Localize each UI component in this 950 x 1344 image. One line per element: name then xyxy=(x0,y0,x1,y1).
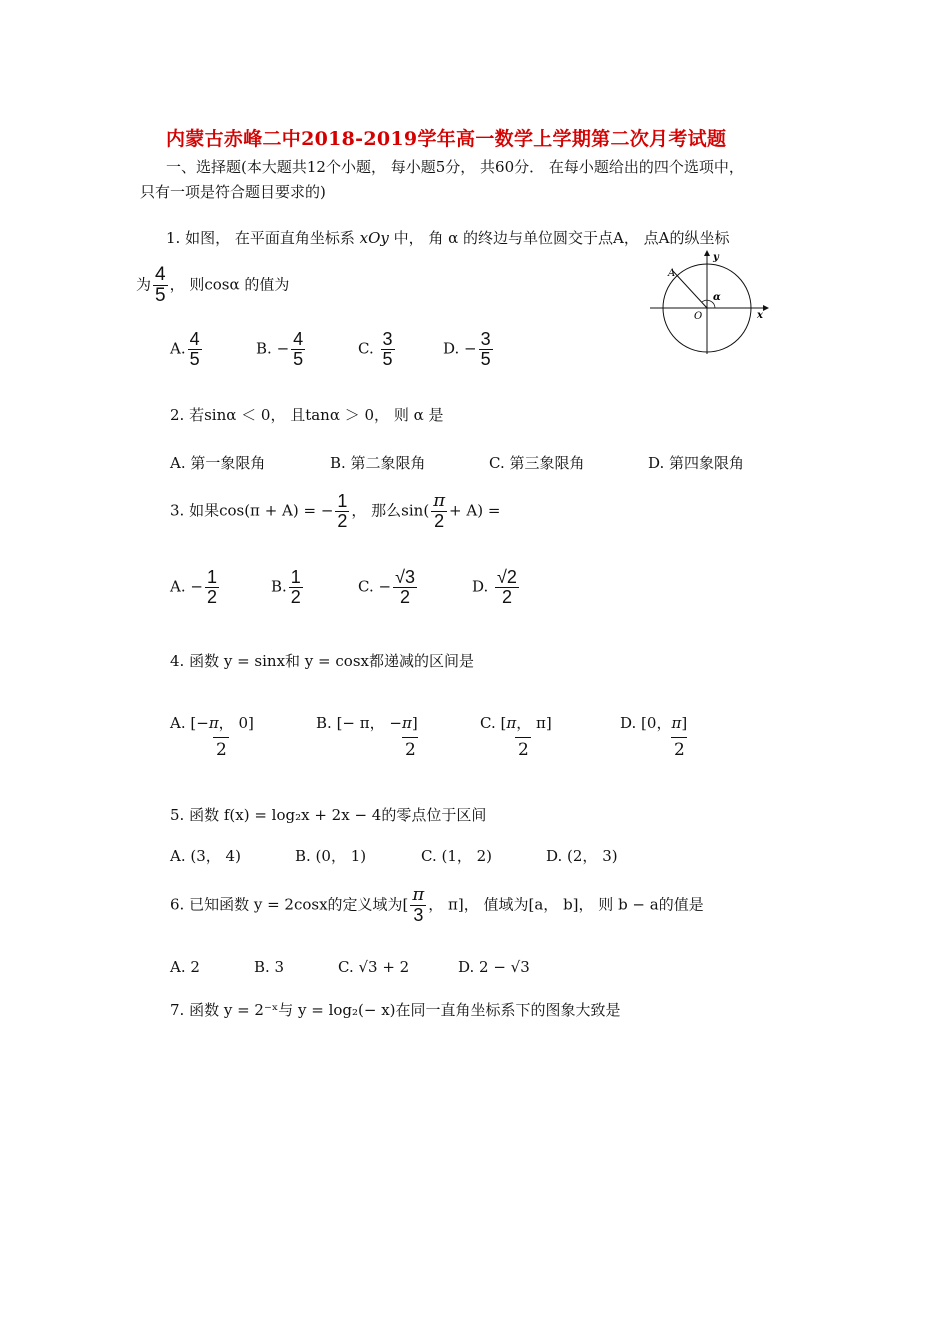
interval-pi: π xyxy=(506,714,517,732)
q5-option-c[interactable]: C. (1， 2) xyxy=(421,847,493,865)
terminal-side xyxy=(672,270,707,308)
option-label: C. xyxy=(480,714,496,732)
y-axis-arrow-icon xyxy=(704,250,710,256)
origin-label: O xyxy=(694,311,703,322)
interval-right: ] xyxy=(411,714,418,732)
option-label: D. xyxy=(620,714,637,732)
q3-option-b[interactable] xyxy=(271,568,305,607)
q4-option-d-bar xyxy=(671,737,687,738)
interval-right: ， π] xyxy=(516,714,552,732)
q6-option-c[interactable]: C. √3 + 2 xyxy=(338,958,410,976)
option-sign: − xyxy=(276,339,290,358)
q3-option-a[interactable] xyxy=(170,568,221,607)
q4-option-a[interactable] xyxy=(170,712,254,733)
interval-right: ] xyxy=(681,714,688,732)
frac-num: 1 xyxy=(337,491,348,511)
q4-option-b[interactable] xyxy=(316,712,418,733)
q2-option-c[interactable]: C. 第三象限角 xyxy=(489,454,585,472)
option-label: C. xyxy=(358,577,374,596)
q5-stem: 5. 函数 f(x) = log₂x + 2x − 4的零点位于区间 xyxy=(170,806,487,824)
section-header-line1: 一、选择题(本大题共12个小题， 每小题5分， 共60分． 在每小题给出的四个选项中， xyxy=(166,158,744,176)
interval-left: [0， xyxy=(641,714,672,732)
q4-option-b-bar xyxy=(402,737,418,738)
frac-num: π xyxy=(412,884,425,905)
q3-stem-post: + A) = xyxy=(449,501,501,520)
y-label: y xyxy=(713,252,719,263)
option-fraction xyxy=(205,568,219,607)
frac-num: √3 xyxy=(395,567,415,587)
frac-num: 3 xyxy=(382,329,393,349)
frac-den: 2 xyxy=(434,510,445,531)
q1-stem-line2 xyxy=(136,265,289,306)
option-label: D. xyxy=(472,577,489,596)
option-label: A. xyxy=(170,577,186,596)
option-sign: − xyxy=(464,339,477,358)
frac-num: 4 xyxy=(293,329,304,349)
q3-fraction-1 xyxy=(335,492,349,531)
q1-frac-num: 4 xyxy=(155,264,166,285)
option-fraction xyxy=(495,568,519,607)
option-sign: − xyxy=(378,577,392,596)
q4-option-c[interactable] xyxy=(480,712,552,733)
frac-den: 5 xyxy=(189,348,200,369)
option-fraction xyxy=(289,568,303,607)
frac-den: 2 xyxy=(400,586,411,607)
q4-option-a-den: 2 xyxy=(216,740,227,760)
frac-den: 2 xyxy=(290,586,301,607)
frac-den: 5 xyxy=(382,348,393,369)
option-sign: − xyxy=(190,577,203,596)
frac-den: 2 xyxy=(206,586,217,607)
interval-pi: π xyxy=(671,714,682,732)
q5-option-d[interactable]: D. (2， 3) xyxy=(546,847,618,865)
interval-left: [− π， − xyxy=(336,714,402,732)
option-label: B. xyxy=(271,577,287,596)
q3-option-d[interactable] xyxy=(472,568,521,607)
q1-frac-den: 5 xyxy=(155,284,166,306)
option-label: A. xyxy=(170,714,186,732)
option-fraction xyxy=(381,330,395,369)
frac-den: 2 xyxy=(501,586,512,607)
q1-option-d[interactable] xyxy=(443,330,495,369)
option-label: C. xyxy=(358,339,374,358)
page-title: 内蒙古赤峰二中2018-2019学年高一数学上学期第二次月考试题 xyxy=(166,128,727,150)
option-label: D. xyxy=(443,339,460,358)
q7-stem: 7. 函数 y = 2⁻ˣ与 y = log₂(− x)在同一直角坐标系下的图象大致是 xyxy=(170,1001,621,1019)
alpha-label: α xyxy=(713,292,721,303)
q1-option-b[interactable] xyxy=(256,330,307,369)
q1-option-a[interactable] xyxy=(170,330,204,369)
frac-num: 1 xyxy=(290,567,301,587)
q4-option-b-den: 2 xyxy=(405,740,416,760)
q2-option-a[interactable]: A. 第一象限角 xyxy=(170,454,266,472)
option-fraction xyxy=(393,568,417,607)
frac-num: π xyxy=(433,490,446,511)
interval-left: [− xyxy=(190,714,209,732)
interval-pi: π xyxy=(208,714,219,732)
unit-circle-figure xyxy=(645,248,770,358)
q4-option-c-den: 2 xyxy=(518,740,529,760)
q4-option-a-bar xyxy=(213,737,229,738)
x-label: x xyxy=(757,310,763,321)
option-fraction xyxy=(479,330,493,369)
option-label: B. xyxy=(316,714,332,732)
q2-stem: 2. 若sinα ＜ 0， 且tanα ＞ 0， 则 α 是 xyxy=(170,406,444,424)
option-fraction xyxy=(291,330,305,369)
q2-option-d[interactable]: D. 第四象限角 xyxy=(648,454,745,472)
q3-fraction-2 xyxy=(431,492,447,531)
q1-fraction xyxy=(153,265,168,306)
q3-option-c[interactable] xyxy=(358,568,419,607)
option-fraction xyxy=(188,330,202,369)
frac-num: 1 xyxy=(206,567,217,587)
option-label: B. xyxy=(256,339,272,358)
frac-den: 5 xyxy=(293,348,304,369)
q3-stem-mid: ， 那么sin( xyxy=(351,501,430,520)
q6-option-a[interactable]: A. 2 xyxy=(170,958,200,976)
q5-option-a[interactable]: A. (3， 4) xyxy=(170,847,241,865)
section-header-line2: 只有一项是符合题目要求的) xyxy=(140,183,326,201)
interval-right: ， 0] xyxy=(218,714,254,732)
q4-option-c-bar xyxy=(515,737,531,738)
q4-stem: 4. 函数 y = sinx和 y = cosx都递减的区间是 xyxy=(170,652,474,670)
q6-option-b[interactable]: B. 3 xyxy=(254,958,285,976)
q2-option-b[interactable]: B. 第二象限角 xyxy=(330,454,426,472)
q3-stem-pre: 3. 如果cos(π + A) = − xyxy=(170,501,334,520)
frac-den: 5 xyxy=(480,348,491,369)
interval-left: [ xyxy=(500,714,507,732)
q6-stem-post: ， π]， 值域为[a， b]， 则 b − a的值是 xyxy=(428,895,704,914)
q1-stem-post: 中， 角 α 的终边与单位圆交于点A， 点A的纵坐标 xyxy=(388,229,730,247)
q6-option-d[interactable]: D. 2 − √3 xyxy=(458,958,530,976)
q3-stem xyxy=(170,492,500,531)
q5-option-b[interactable]: B. (0， 1) xyxy=(295,847,367,865)
option-label: A. xyxy=(170,339,186,358)
q6-fraction xyxy=(410,886,426,925)
q6-stem-pre: 6. 已知函数 y = 2cosx的定义域为[ xyxy=(170,895,409,914)
frac-num: 3 xyxy=(480,329,491,349)
q1-stem-line1 xyxy=(166,227,730,248)
q4-option-d[interactable] xyxy=(620,712,687,733)
frac-den: 3 xyxy=(413,904,424,925)
point-a-label: A xyxy=(668,268,676,279)
x-axis-arrow-icon xyxy=(763,305,769,311)
frac-den: 2 xyxy=(337,510,348,531)
frac-num: 4 xyxy=(189,329,200,349)
interval-pi: π xyxy=(401,714,412,732)
q6-stem xyxy=(170,886,704,925)
q1-line2-pre: 为 xyxy=(136,275,152,294)
q1-line2-post: ， 则cosα 的值为 xyxy=(169,275,290,294)
q1-stem-var: xOy xyxy=(359,229,389,247)
frac-num: √2 xyxy=(497,567,517,587)
q1-option-c[interactable] xyxy=(358,330,397,369)
q1-stem-pre: 1. 如图， 在平面直角坐标系 xyxy=(166,229,360,247)
q4-option-d-den: 2 xyxy=(674,740,685,760)
